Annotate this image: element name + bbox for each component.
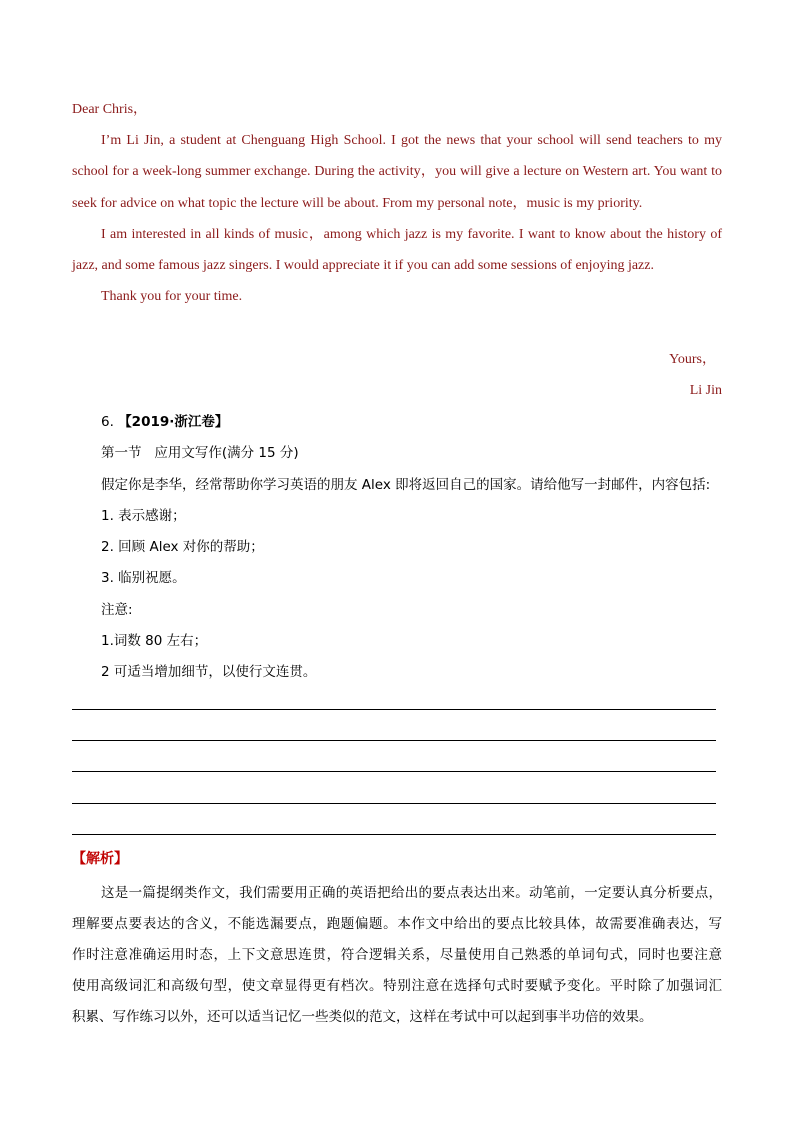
answer-line [72, 740, 716, 741]
analysis-line: 作时注意准确运用时态，上下文意思连贯，符合逻辑关系，尽量使用自己熟悉的单词句式，同时也要注意 [72, 947, 722, 963]
answer-line [72, 834, 716, 835]
letter-line: jazz, and some famous jazz singers. I would appreciate it if you can add some sessions of enjoying jazz. [72, 258, 654, 273]
letter-closing: Yours， [669, 352, 716, 367]
note-item: 1.词数 80 左右； [101, 633, 208, 649]
question-prompt: 假定你是李华，经常帮助你学习英语的朋友 Alex 即将返回自己的国家。请给他写一封邮件，内容包括: [101, 477, 711, 493]
letter-salutation: Dear Chris， [72, 102, 148, 117]
letter-line: I’m Li Jin, a student at Chenguang High School. I got the news that your school will send teachers to my [101, 133, 722, 148]
analysis-line: 这是一篇提纲类作文，我们需要用正确的英语把给出的要点表达出来。动笔前，一定要认真分析要点， [101, 885, 722, 901]
question-number: 6. [101, 414, 114, 430]
question-point: 2. 回顾 Alex 对你的帮助； [101, 539, 264, 555]
answer-line [72, 709, 716, 710]
analysis-line: 使用高级词汇和高级句型，使文章显得更有档次。特别注意在选择句式时要赋予变化。平时除了加强词汇 [72, 978, 722, 994]
letter-line: school for a week-long summer exchange. During the activity，you will give a lecture on Western art. You want to [72, 164, 722, 179]
question-section: 第一节 应用文写作(满分 15 分) [101, 445, 299, 461]
question-point: 3. 临别祝愿。 [101, 570, 186, 586]
answer-line [72, 771, 716, 772]
analysis-line: 积累、写作练习以外，还可以适当记忆一些类似的范文，这样在考试中可以起到事半功倍的效果。 [72, 1009, 653, 1025]
letter-line: I am interested in all kinds of music，among which jazz is my favorite. I want to know about the history of [101, 227, 722, 242]
notes-title: 注意: [101, 602, 133, 618]
analysis-title: 【解析】 [72, 851, 128, 867]
question-point: 1. 表示感谢； [101, 508, 186, 524]
question-source: 【2019·浙江卷】 [118, 414, 229, 430]
answer-line [72, 803, 716, 804]
letter-line: seek for advice on what topic the lecture will be about. From my personal note，music is my priority. [72, 196, 643, 211]
analysis-line: 理解要点要表达的含义，不能选漏要点，跑题偏题。本作文中给出的要点比较具体，故需要准确表达，写 [72, 916, 722, 932]
question-header [101, 412, 228, 432]
letter-signature: Li Jin [689, 383, 722, 398]
note-item: 2 可适当增加细节，以使行文连贯。 [101, 664, 317, 680]
letter-line: Thank you for your time. [101, 289, 243, 304]
